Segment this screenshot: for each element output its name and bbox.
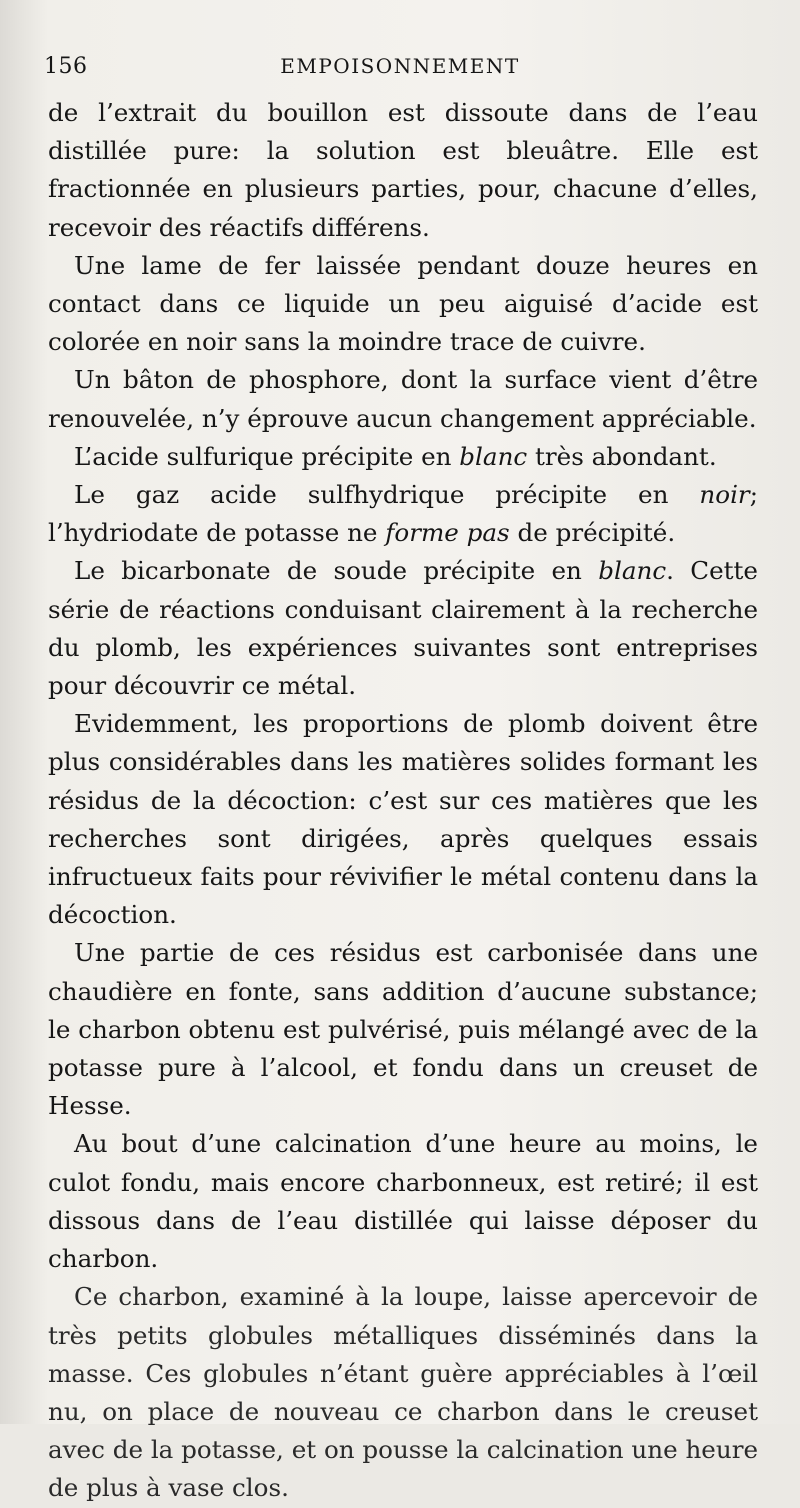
paragraph: Une lame de fer laissée pendant douze heures en contact dans ce liquide un peu aiguisé d’acide est colorée en noir sans la moindre trace de cuivre. <box>48 250 758 357</box>
body-text <box>48 94 758 1508</box>
paragraph-text: Le gaz acide sulfhydrique précipite en <box>74 480 700 510</box>
paragraph: Une partie de ces résidus est carbonisée dans une chaudière en fonte, sans addition d’aucune substance; le charbon obtenu est pulvérisé, puis mélangé avec de la potasse pure à l’alcool, et fondu dans un creuset de Hesse. <box>48 938 758 1121</box>
italic-term: noir <box>699 480 750 510</box>
paragraph <box>48 438 758 476</box>
paragraph: Un bâton de phosphore, dont la surface vient d’être renouvelée, n’y éprouve aucun changement appréciable. <box>48 365 758 433</box>
page-header <box>40 50 760 86</box>
paragraph-text: Le bicarbonate de soude précipite en <box>74 556 599 586</box>
italic-term: blanc <box>459 441 528 471</box>
running-head: EMPOISONNEMENT <box>280 54 520 78</box>
paragraph-text: . Cette série de réactions conduisant clairement à la recherche du plomb, les expériences suivantes sont entreprises pour découvrir ce métal. <box>48 556 758 701</box>
italic-term: blanc <box>598 556 667 586</box>
paragraph: Evidemment, les proportions de plomb doivent être plus considérables dans les matières solides formant les résidus de la décoction: c’est sur ces matières que les recherches sont dirigées, après quelques essais infructueux faits pour révivifier le métal contenu dans la décoction. <box>48 709 758 930</box>
paragraph: de l’extrait du bouillon est dissoute dans de l’eau distillée pure: la solution est bleuâtre. Elle est fractionnée en plusieurs parties, pour, chacune d’elles, recevoir des réactifs différens. <box>48 98 758 242</box>
paragraph-text: de précipité. <box>509 518 676 548</box>
paragraph <box>48 476 758 552</box>
page-number: 156 <box>44 54 88 79</box>
paragraph-text: très abondant. <box>527 441 717 471</box>
paragraph-text: ; l’hydriodate de potasse ne <box>48 480 758 548</box>
paragraph: Ce charbon, examiné à la loupe, laisse apercevoir de très petits globules métalliques disséminés dans la masse. Ces globules n’étant guère appréciables à l’œil nu, on place de nouveau ce charbon dans le creuset avec de la potasse, et on pousse la calcination une heure de plus à vase clos. <box>48 1282 759 1503</box>
italic-term: forme pas <box>385 518 510 548</box>
paragraph <box>48 552 758 705</box>
paragraph: Au bout d’une calcination d’une heure au moins, le culot fondu, mais encore charbonneux, est retiré; il est dissous dans de l’eau distillée qui laisse déposer du charbon. <box>48 1129 758 1274</box>
paragraph-text: L’acide sulfurique précipite en <box>74 441 460 471</box>
